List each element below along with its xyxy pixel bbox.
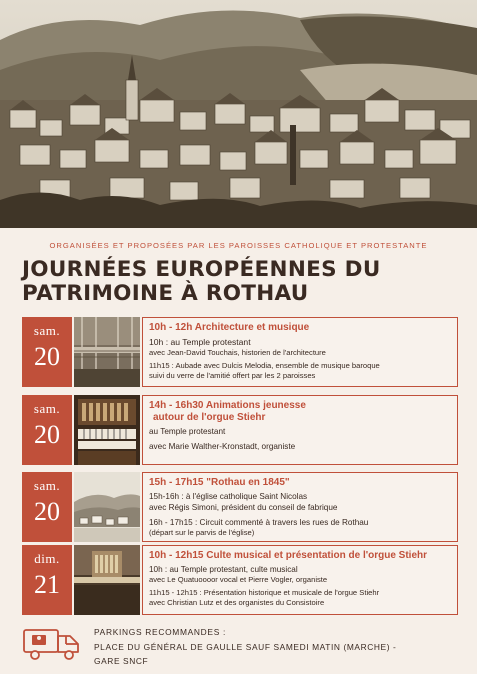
event-title: 10h - 12h15 Culte musical et présentation de l'orgue Stiehr xyxy=(149,550,428,561)
date-day: sam. xyxy=(33,323,61,338)
event-line: avec Régis Simoni, président du conseil de fabrique xyxy=(149,503,338,512)
date-number: 20 xyxy=(34,497,60,526)
event-photo-temple-interior xyxy=(74,317,140,387)
parking-location-2: GARE SNCF xyxy=(94,656,149,666)
parking-section xyxy=(22,616,462,666)
event-line: 11h15 : Aubade avec Dulcis Melodia, ensemble de musique baroque xyxy=(149,360,380,370)
event-details xyxy=(142,317,458,387)
date-number: 21 xyxy=(34,570,60,599)
title-line-1: JOURNÉES EUROPÉENNES DU xyxy=(22,257,381,282)
date-day: sam. xyxy=(33,478,61,493)
event-photo-rothau-1845 xyxy=(74,472,140,542)
event-card xyxy=(22,472,458,542)
village-illustration xyxy=(0,0,477,228)
event-line: avec Christian Lutz et des organistes du Consistoire xyxy=(149,598,325,607)
date-badge xyxy=(22,317,72,387)
event-title: 10h - 12h Architecture et musique xyxy=(149,322,310,333)
date-badge xyxy=(22,395,72,465)
event-line: avec Marie Walther-Kronstadt, organiste xyxy=(149,442,296,451)
event-line: 16h - 17h15 : Circuit commenté à travers les rues de Rothau xyxy=(149,518,369,527)
date-day: dim. xyxy=(34,551,60,566)
event-photo-organ xyxy=(74,395,140,465)
event-line: 10h : au Temple protestant, culte musical xyxy=(149,565,298,574)
parking-location-1: PLACE DU GÉNÉRAL DE GAULLE SAUF SAMEDI MATIN (MARCHE) - xyxy=(94,642,397,652)
event-card xyxy=(22,395,458,465)
date-number: 20 xyxy=(34,420,60,449)
event-details xyxy=(142,472,458,542)
event-line: 15h-16h : à l'église catholique Saint Nicolas xyxy=(149,492,308,501)
date-badge xyxy=(22,545,72,615)
event-details xyxy=(142,545,458,615)
event-line: au Temple protestant xyxy=(149,427,226,436)
date-day: sam. xyxy=(33,401,61,416)
hero-photo-rothau xyxy=(0,0,477,228)
delivery-truck-icon xyxy=(22,622,82,662)
event-title: 14h - 16h30 Animations jeunesse xyxy=(149,400,306,411)
event-line: suivi du verre de l'amitié offert par les 2 paroisses xyxy=(149,371,316,380)
event-card xyxy=(22,317,458,387)
organizers-subtitle: ORGANISÉES ET PROPOSÉES PAR LES PAROISSES CATHOLIQUE ET PROTESTANTE xyxy=(49,241,428,250)
title-line-2: PATRIMOINE À ROTHAU xyxy=(22,281,309,306)
date-number: 20 xyxy=(34,342,60,371)
event-title: 15h - 17h15 "Rothau en 1845" xyxy=(149,477,290,488)
page-title xyxy=(22,258,462,306)
event-line: avec Le Quatuoooor vocal et Pierre Vogler, organiste xyxy=(149,575,328,584)
event-photo-organ-loft xyxy=(74,545,140,615)
event-line: (départ sur le parvis de l'église) xyxy=(149,528,255,537)
event-details xyxy=(142,395,458,465)
parking-label: PARKINGS RECOMMANDES : xyxy=(94,627,227,637)
date-badge xyxy=(22,472,72,542)
event-line: avec Jean-David Touchais, historien de l'architecture xyxy=(149,348,326,357)
event-line: 10h : au Temple protestant xyxy=(149,337,251,347)
event-title-continued: autour de l'orgue Stiehr xyxy=(153,412,266,423)
event-line: 11h15 - 12h15 : Présentation historique et musicale de l'orgue Stiehr xyxy=(149,587,380,597)
event-card xyxy=(22,545,458,615)
